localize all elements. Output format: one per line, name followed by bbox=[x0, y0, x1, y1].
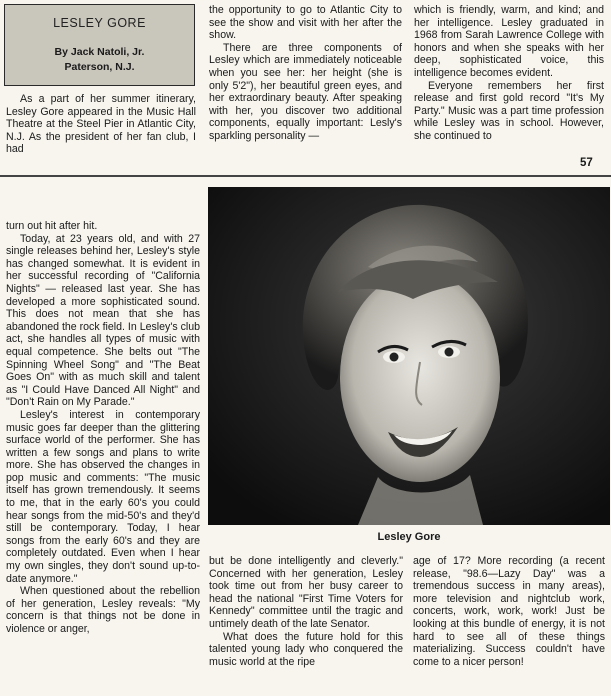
bottom-left-column bbox=[6, 220, 200, 694]
paragraph: What does the future hold for this talented young lady who conquered the music world at the ripe bbox=[209, 630, 403, 668]
section-divider bbox=[0, 175, 611, 177]
author-name: By Jack Natoli, Jr. bbox=[54, 46, 145, 58]
paragraph: Lesley's interest in contemporary music goes far deeper than the glittering surface world of the performer. She has written a few songs and plans to write more. She has observed the changes in pop music and comments: "The music itself has grown tremendously. It seems to me, that in the early 60's you could hear songs from the mid-50's and they'd still be contemporary. Today, I hear songs from the early 60's and they are completely outdated. Even when I hear my own singles, they don't sound up-to-date anymore." bbox=[6, 408, 200, 585]
top-column-3 bbox=[414, 4, 604, 158]
article-title: LESLEY GORE bbox=[53, 16, 146, 30]
paragraph: the opportunity to go to Atlantic City to see the show and visit with her after the show. bbox=[209, 4, 402, 42]
portrait-photo bbox=[208, 187, 610, 525]
bottom-middle-column bbox=[209, 555, 403, 695]
paragraph: Today, at 23 years old, and with 27 single releases behind her, Lesley's style has changed somewhat. It is evident in her successful recording of "California Nights" — released last year. She has developed a more sophisticated sound. This does not mean that she has abandoned the rock field. In Lesley's club act, she handles all types of music with equal competence. She belts out "The Spinning Wheel Song" and "The Beat Goes On" with as much skill and talent as "I Could Have Danced All Night" and "Don't Rain on My Parade." bbox=[6, 232, 200, 409]
paragraph: When questioned about the rebellion of her generation, Lesley reveals: "My concern is that things not be done in violence or anger, bbox=[6, 585, 200, 635]
top-column-2 bbox=[209, 4, 402, 172]
photo-caption: Lesley Gore bbox=[377, 531, 441, 543]
author-byline bbox=[5, 45, 194, 75]
paragraph: but be done intelligently and cleverly." Concerned with her generation, Lesley took time out from her busy career to head the national "First Time Voters for Kennedy" committee until the tragic and untimely death of the late Senator. bbox=[209, 555, 403, 630]
paragraph: turn out hit after hit. bbox=[6, 220, 98, 232]
paragraph: Everyone remembers her first release and first gold record "It's My Party." Music was a part time profession while Lesley was in school. However, she continued to bbox=[414, 79, 604, 142]
page-number: 57 bbox=[580, 157, 593, 169]
title-box bbox=[4, 4, 195, 86]
portrait-illustration bbox=[208, 187, 610, 525]
top-column-1 bbox=[6, 93, 196, 171]
bottom-right-column bbox=[413, 555, 605, 695]
paragraph: which is friendly, warm, and kind; and her intelligence. Lesley graduated in 1968 from Sarah Lawrence College with honors and when she speaks with her deep, sophisticated voice, this intelligence becomes evident. bbox=[414, 4, 604, 79]
paragraph: age of 17? More recording (a recent release, "98.6—Lazy Day" was a tremendous success in many areas), more television and nightclub work, concerts, work, work, work! Just be looking at this bundle of energy, it is not hard to see all of these things materializing. Success couldn't have come to a nicer person! bbox=[413, 555, 605, 668]
author-location: Paterson, N.J. bbox=[64, 61, 135, 73]
paragraph: There are three components of Lesley which are immediately noticeable when you see her: her height (she is only 5'2"), her beautiful green eyes, and her extraordinary beauty. After speaking with her, you discover two additional components, equally important: Lesly's sparkling personality — bbox=[209, 41, 402, 142]
paragraph: As a part of her summer itinerary, Lesley Gore appeared in the Music Hall Theatre at the Steel Pier in Atlantic City, N.J. As the president of her fan club, I had bbox=[6, 93, 196, 156]
